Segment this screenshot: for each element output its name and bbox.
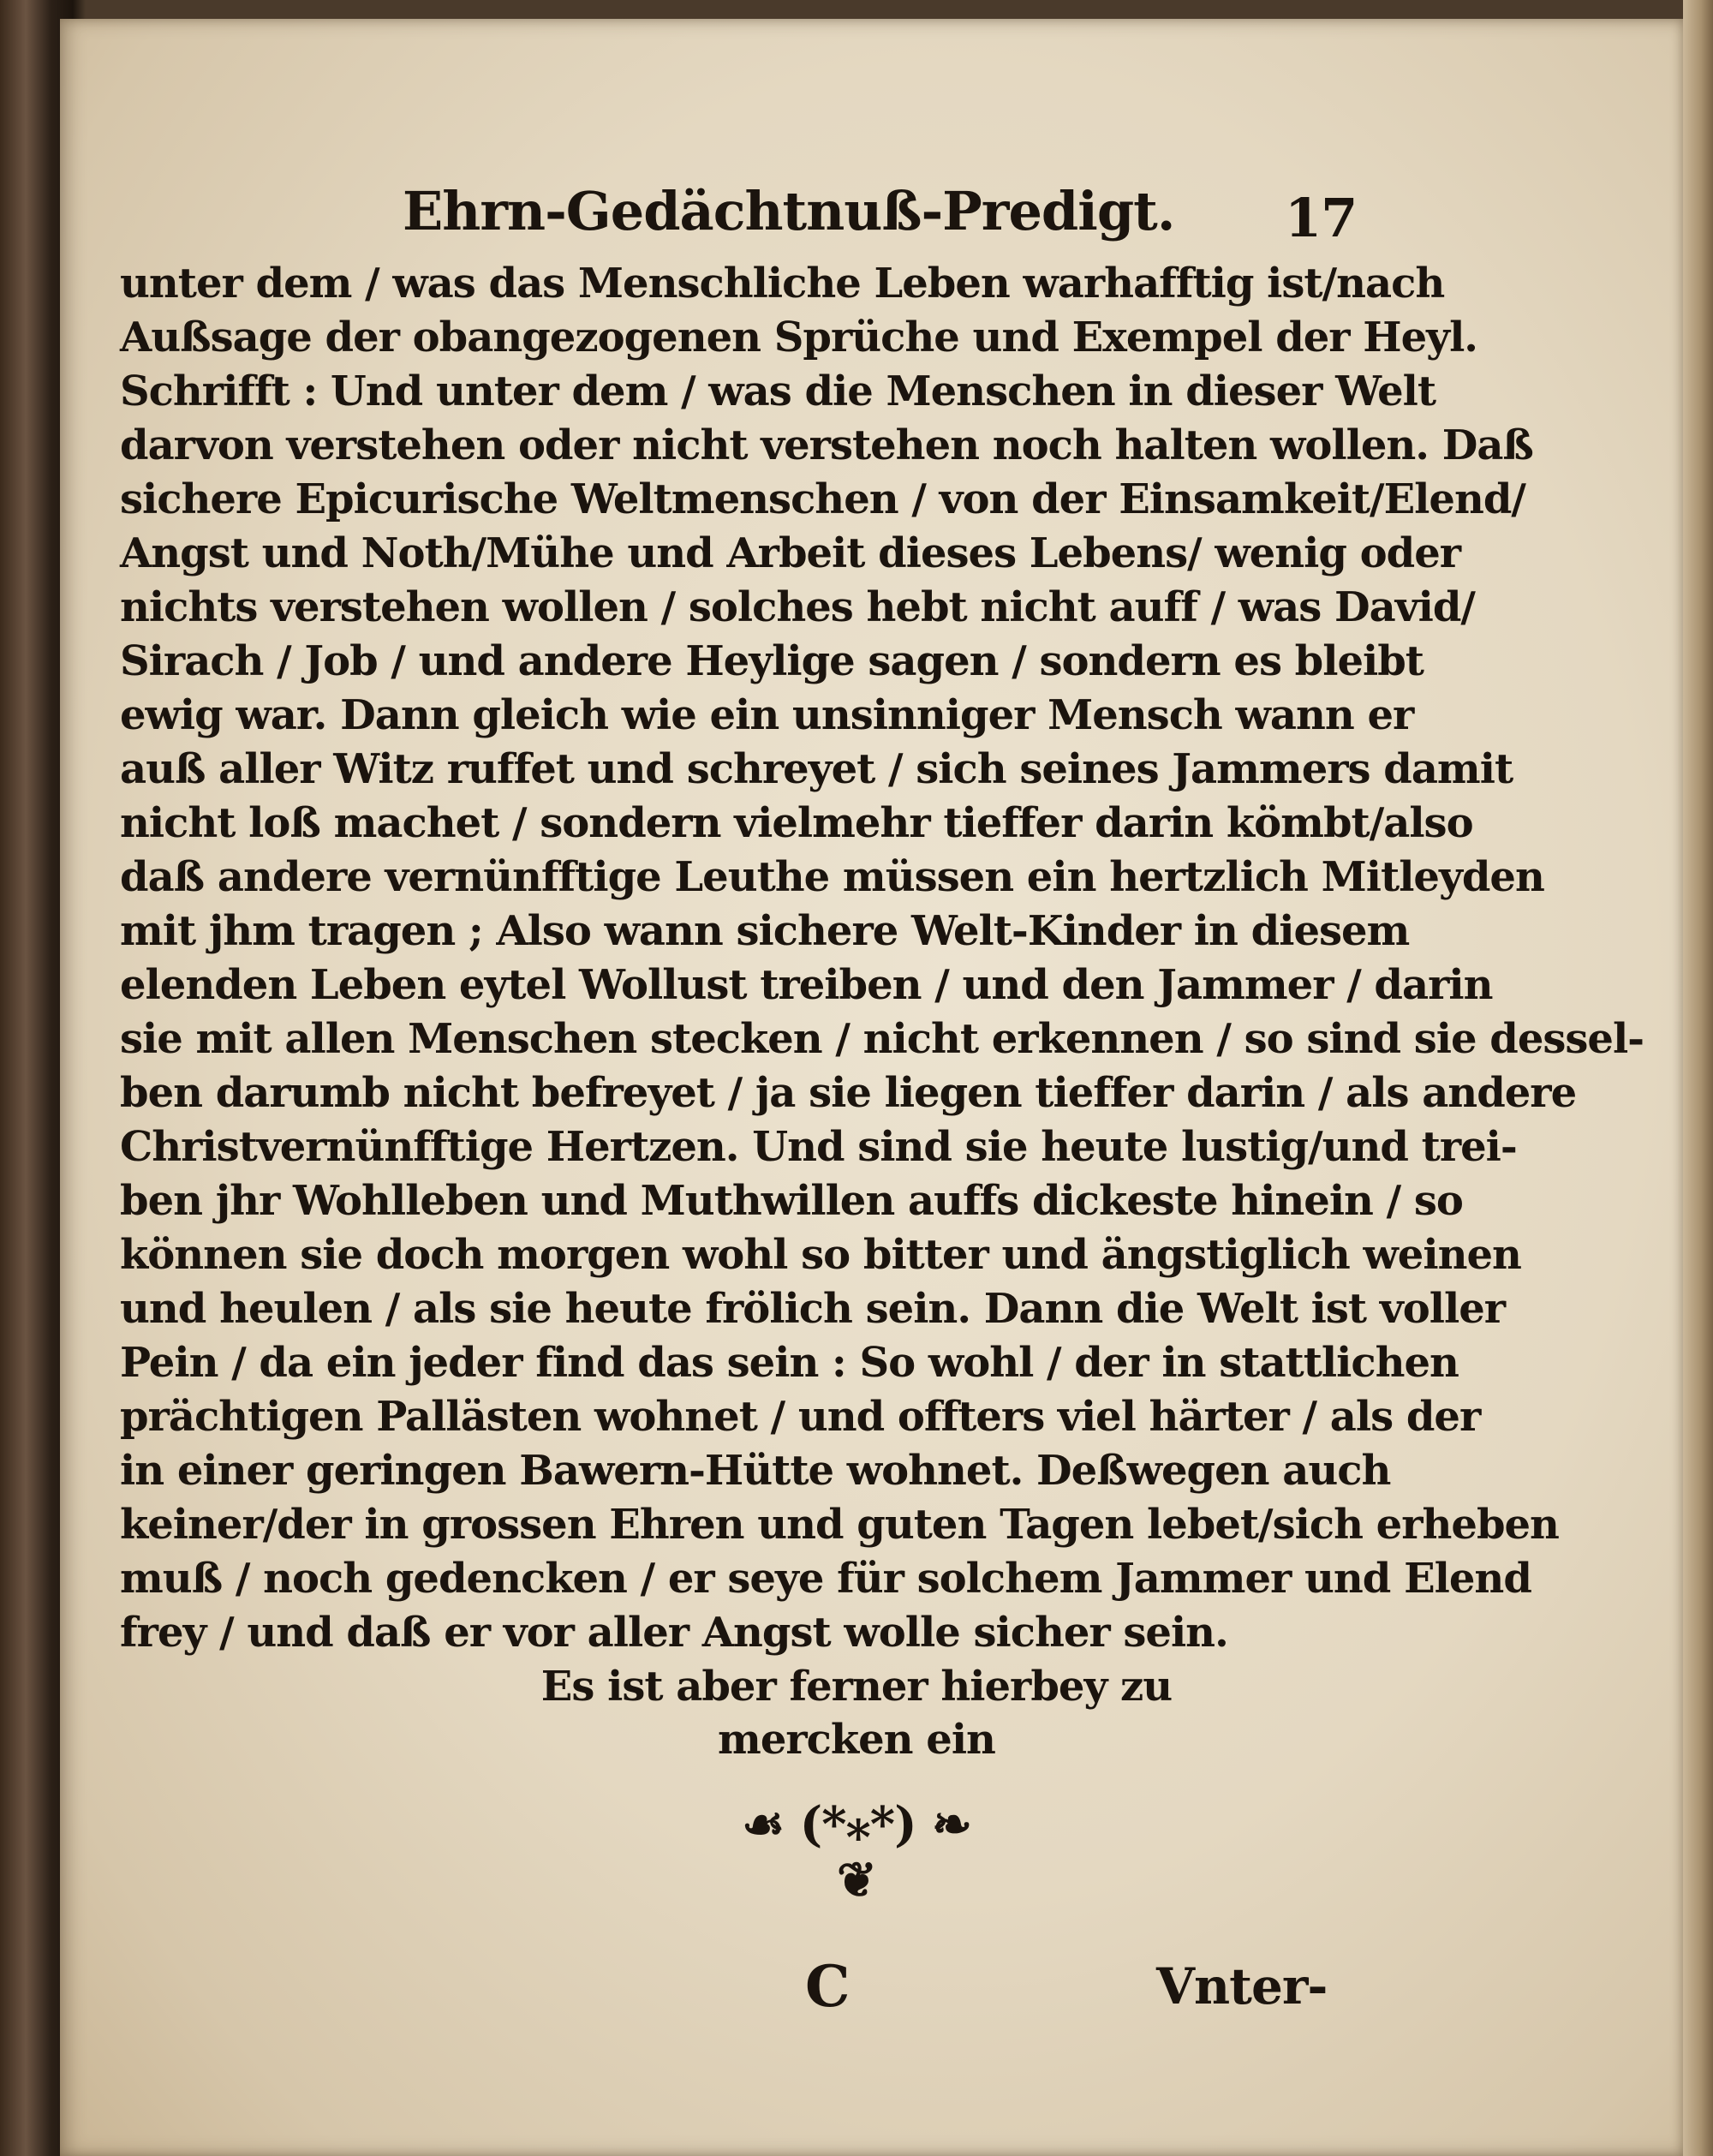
text-line: mit jhm tragen ; Also wann sichere Welt-Kinder in diesem (120, 907, 1410, 955)
running-header: Ehrn-Gedächtnuß-Predigt. (403, 180, 1175, 242)
text-line: sichere Epicurische Weltmenschen / von der Einsamkeit/Elend/ (120, 475, 1525, 523)
text-line: und heulen / als sie heute frölich sein. Dann die Welt ist voller (120, 1285, 1506, 1333)
text-line: elenden Leben eytel Wollust treiben / und den Jammer / darin (120, 961, 1493, 1009)
text-line: frey / und daß er vor aller Angst wolle sicher sein. (120, 1609, 1228, 1657)
text-line: Schrifft : Und unter dem / was die Menschen in dieser Welt (120, 367, 1436, 415)
text-line: darvon verstehen oder nicht verstehen noch halten wollen. Daß (120, 421, 1533, 469)
text-line: sie mit allen Menschen stecken / nicht erkennen / so sind sie dessel- (120, 1015, 1644, 1063)
text-line: Angst und Noth/Mühe und Arbeit dieses Lebens/ wenig oder (120, 529, 1461, 577)
text-line: muß / noch gedencken / er seye für solchem Jammer und Elend (120, 1555, 1531, 1603)
closing-line: mercken ein (718, 1716, 995, 1764)
text-line: ben jhr Wohlleben und Muthwillen auffs dickeste hinein / so (120, 1177, 1463, 1225)
text-line: Außsage der obangezogenen Sprüche und Exempel der Heyl. (120, 314, 1478, 361)
text-line: Pein / da ein jeder find das sein : So wohl / der in stattlichen (120, 1339, 1459, 1387)
text-line: nichts verstehen wollen / solches hebt nicht auff / was David/ (120, 583, 1475, 631)
text-line: nicht loß machet / sondern vielmehr tieffer darin kömbt/also (120, 799, 1473, 847)
closing-line: Es ist aber ferner hierbey zu (540, 1663, 1173, 1711)
text-line: auß aller Witz ruffet und schreyet / sich seines Jammers damit (120, 745, 1513, 793)
text-line: prächtigen Pallästen wohnet / und offters viel härter / als der (120, 1393, 1481, 1441)
page-number: 17 (1285, 187, 1358, 249)
text-line: Sirach / Job / und andere Heylige sagen / sondern es bleibt (120, 637, 1424, 685)
text-line: unter dem / was das Menschliche Leben warhafftig ist/nach (120, 260, 1445, 308)
body-text (120, 257, 1644, 1660)
text-line: ewig war. Dann gleich wie ein unsinniger Mensch wann er (120, 691, 1414, 739)
fleuron-ornament-icon: ❦ (837, 1852, 876, 1908)
signature-mark: C (805, 1953, 850, 2020)
text-line: in einer geringen Bawern-Hütte wohnet. Deßwegen auch (120, 1447, 1391, 1495)
catchword: Vnter- (1156, 1957, 1328, 2016)
text-line: keiner/der in grossen Ehren und guten Tagen lebet/sich erheben (120, 1501, 1559, 1549)
text-line: daß andere vernünfftige Leuthe müssen ein hertzlich Mitleyden (120, 853, 1544, 901)
text-line: können sie doch morgen wohl so bitter und ängstiglich weinen (120, 1231, 1521, 1279)
text-line: Christvernünfftige Hertzen. Und sind sie heute lustig/und trei- (120, 1123, 1517, 1171)
fleuron-ornament-icon: ☙ (*⁎*) ❧ (742, 1796, 971, 1853)
text-line: ben darumb nicht befreyet / ja sie liegen tieffer darin / als andere (120, 1069, 1577, 1117)
